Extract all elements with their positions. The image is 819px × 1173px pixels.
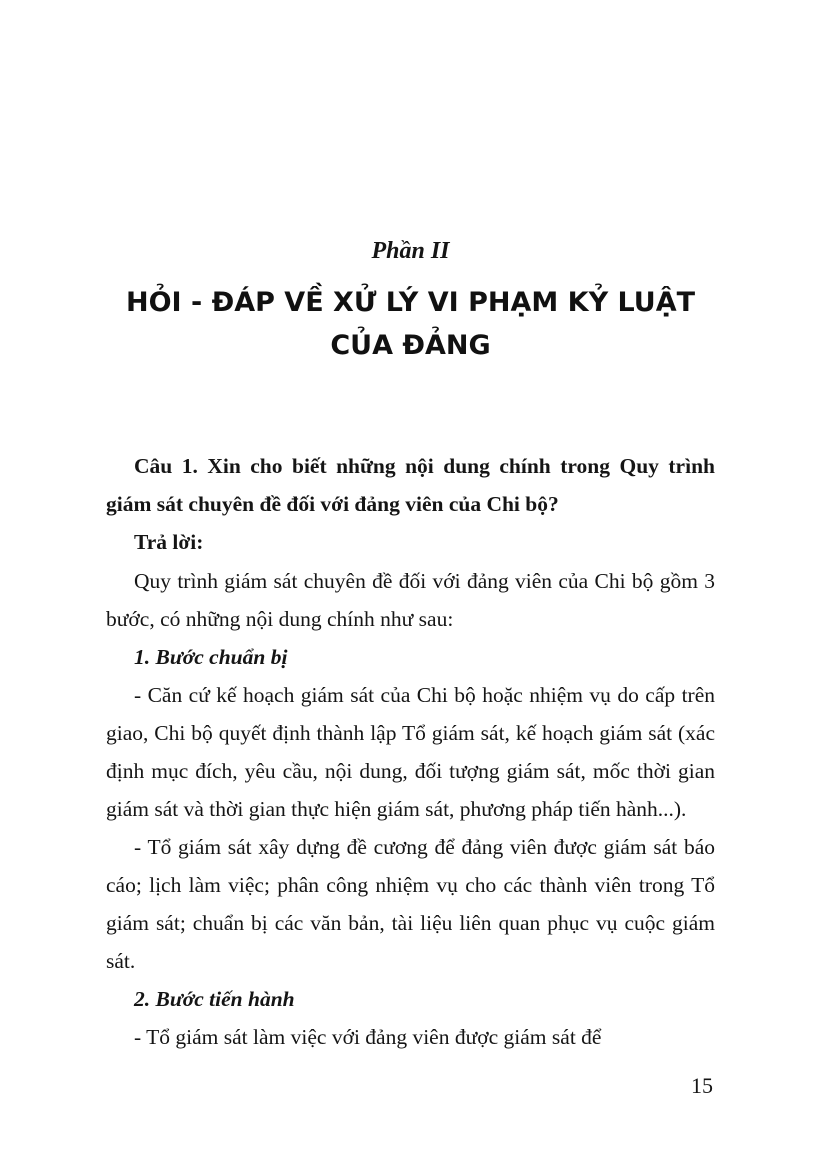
- section-1-paragraph-1: - Căn cứ kế hoạch giám sát của Chi bộ hoặc nhiệm vụ do cấp trên giao, Chi bộ quyết định thành lập Tổ giám sát, kế hoạch giám sát (xác định mục đích, yêu cầu, nội dung, đối tượng giám sát, mốc thời gian giám sát và thời gian thực hiện giám sát, phương pháp tiến hành...).: [106, 682, 715, 821]
- part-label: Phần II: [371, 238, 450, 264]
- page-title-line-2: CỦA ĐẢNG: [330, 330, 491, 362]
- body-text: [106, 447, 715, 1056]
- question-paragraph: Câu 1. Xin cho biết những nội dung chính trong Quy trình giám sát chuyên đề đối với đảng viên của Chi bộ?: [106, 454, 715, 517]
- section-1-heading: 1. Bước chuẩn bị: [134, 644, 288, 669]
- section-1-paragraph-2: - Tổ giám sát xây dựng đề cương để đảng viên được giám sát báo cáo; lịch làm việc; phân công nhiệm vụ cho các thành viên trong Tổ giám sát; chuẩn bị các văn bản, tài liệu liên quan phục vụ cuộc giám sát.: [106, 834, 715, 973]
- page-title: [106, 281, 715, 367]
- page-title-line-1: HỎI - ĐÁP VỀ XỬ LÝ VI PHẠM KỶ LUẬT: [125, 287, 696, 318]
- section-2-paragraph-1: - Tổ giám sát làm việc với đảng viên được giám sát để: [134, 1025, 602, 1050]
- intro-paragraph: Quy trình giám sát chuyên đề đối với đảng viên của Chi bộ gồm 3 bước, có những nội dung chính như sau:: [106, 568, 715, 631]
- section-2-heading: 2. Bước tiến hành: [134, 987, 295, 1012]
- answer-label: Trả lời:: [134, 530, 204, 555]
- page-number: 15: [691, 1073, 713, 1098]
